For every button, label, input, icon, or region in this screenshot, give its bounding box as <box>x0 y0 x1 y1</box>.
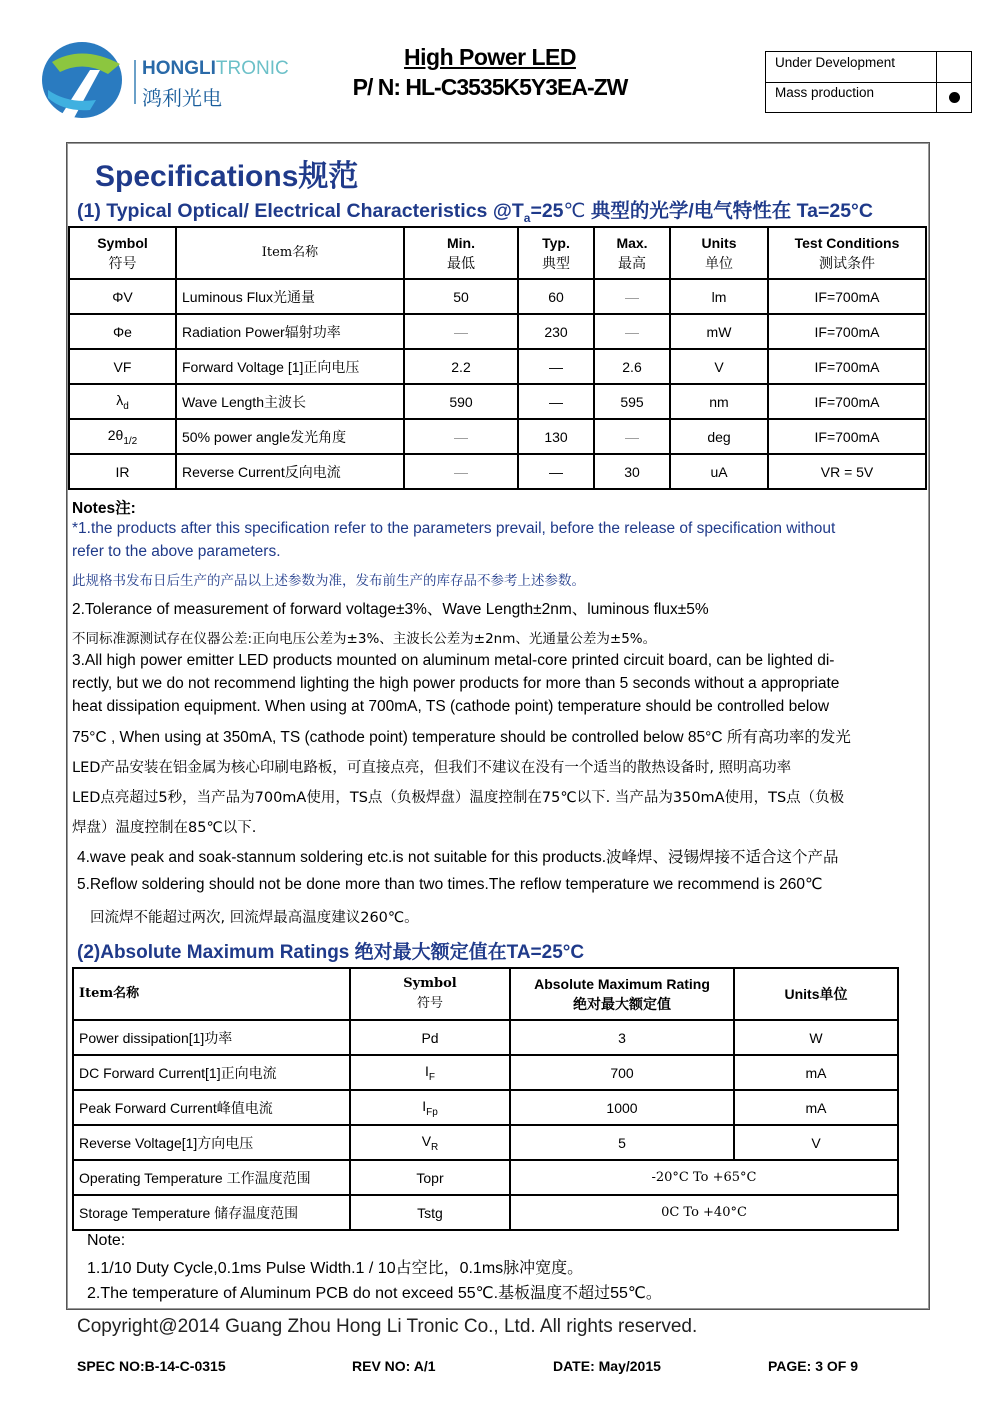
note5: 5.Reflow soldering should not be done more than two times.The reflow temperature we recommend is 260℃ <box>77 876 823 893</box>
table-cell: VR = 5V <box>768 454 926 489</box>
table-cell: $I_{Fp}$ <box>350 1090 510 1125</box>
section1-title: (1) Typical Optical/ Electrical Characteristics $@T_a=25℃$ 典型的光学/电气特性在 Ta=25°C <box>77 200 873 225</box>
table-cell: IF=700mA <box>768 314 926 349</box>
note4: 4.wave peak and soak-stannum soldering etc.is not suitable for this products.波峰焊、浸锡焊接不适合这个产品 <box>77 849 839 866</box>
table-cell: IF=700mA <box>768 279 926 314</box>
note2-line1: 1.1/10 Duty Cycle,0.1ms Pulse Width.1 / 10占空比，0.1ms脉冲宽度。 <box>87 1260 584 1277</box>
table-cell: IF=700mA <box>768 384 926 419</box>
col-test-conditions: Test Conditions 测试条件 <box>768 227 926 279</box>
table-row <box>73 1020 898 1055</box>
table-cell: Operating Temperature 工作温度范围 <box>73 1160 350 1195</box>
table-cell: 30 <box>594 454 670 489</box>
note3-line6: LED点亮超过5秒，当产品为700mA使用，TS点（负极焊盘）温度控制在75℃以下. 当产品为350mA使用，TS点（负极 <box>72 790 845 806</box>
table-row <box>69 279 926 314</box>
col-item: Item名称 <box>176 227 404 279</box>
note3-line2: rectly, but we do not recommend lighting the high power products for more than 5 seconds without a appropriate <box>72 675 840 692</box>
table-cell: nm <box>670 384 768 419</box>
table-cell: 1000 <box>510 1090 734 1125</box>
note5-cn: 回流焊不能超过两次, 回流焊最高温度建议260℃。 <box>90 910 419 926</box>
table-cell: Power dissipation[1]功率 <box>73 1020 350 1055</box>
table-row <box>73 1090 898 1125</box>
table-cell: — <box>518 384 594 419</box>
note1-cn: 此规格书发布日后生产的产品以上述参数为准，发布前生产的库存品不参考上述参数。 <box>72 573 585 589</box>
table-cell: IR <box>69 454 176 489</box>
table-cell: Φe <box>69 314 176 349</box>
table-cell: 50 <box>404 279 518 314</box>
table-row <box>73 1125 898 1160</box>
table-row <box>69 384 926 419</box>
table-cell: 700 <box>510 1055 734 1090</box>
note3-line1: 3.All high power emitter LED products mounted on aluminum metal-core printed circuit board, can be lighted di- <box>72 652 835 669</box>
table-cell: 595 <box>594 384 670 419</box>
note2-heading: Note: <box>87 1232 126 1249</box>
table-cell: IF=700mA <box>768 419 926 454</box>
table-cell: DC Forward Current[1]正向电流 <box>73 1055 350 1090</box>
col-symbol: Symbol 符号 <box>69 227 176 279</box>
table-row <box>69 419 926 454</box>
col-typ: Typ. 典型 <box>518 227 594 279</box>
table-row <box>69 454 926 489</box>
table-row <box>69 349 926 384</box>
table-cell: $\lambda_d$ <box>69 384 176 419</box>
table-header-row <box>69 227 926 279</box>
note3-line5: LED产品安装在铝金属为核心印刷电路板，可直接点亮，但我们不建议在没有一个适当的散热设备时, 照明高功率 <box>72 760 792 776</box>
section2-title: (2)Absolute Maximum Ratings 绝对最大额定值在TA=25°C <box>77 942 585 963</box>
table-cell: — <box>594 314 670 349</box>
table-cell: Reverse Current反向电流 <box>176 454 404 489</box>
table-cell: mA <box>734 1090 898 1125</box>
note2-cn: 不同标准源测试存在仪器公差:正向电压公差为±3%、主波长公差为±2nm、光通量公差为±5%。 <box>72 631 657 647</box>
table-cell: Topr <box>350 1160 510 1195</box>
company-logo-icon <box>38 40 130 120</box>
col-max: Max. 最高 <box>594 227 670 279</box>
col-units: Units 单位 <box>670 227 768 279</box>
table-cell: V <box>734 1125 898 1160</box>
table-cell: — <box>518 349 594 384</box>
table-cell: 230 <box>518 314 594 349</box>
table-cell: Reverse Voltage[1]方向电压 <box>73 1125 350 1160</box>
table-cell: 590 <box>404 384 518 419</box>
footer-rev-no: REV NO: A/1 <box>352 1358 436 1374</box>
table-cell: — <box>404 454 518 489</box>
logo-divider <box>134 60 136 104</box>
logo-brand-a: HONGLI <box>142 58 216 79</box>
table-cell: 2.2 <box>404 349 518 384</box>
col-item: Item名称 <box>73 968 350 1020</box>
note1-line1: *1.the products after this specification refer to the parameters prevail, before the release of specification without <box>72 520 836 537</box>
table-header-row <box>73 968 898 1020</box>
table-cell: Wave Length主波长 <box>176 384 404 419</box>
note3-line3: heat dissipation equipment. When using at 700mA, TS (cathode point) temperature should be controlled below <box>72 698 830 715</box>
table-cell: Pd <box>350 1020 510 1055</box>
col-units: Units单位 <box>734 968 898 1020</box>
note3-line4: 75°C , When using at 350mA, TS (cathode point) temperature should be controlled below 85°C 所有高功率的发光 <box>72 729 851 746</box>
table-cell: $2\theta_{1/2}$ <box>69 419 176 454</box>
table-cell: ΦV <box>69 279 176 314</box>
status-row-development: Under Development <box>766 52 971 83</box>
table-cell: 2.6 <box>594 349 670 384</box>
table-row <box>69 314 926 349</box>
table-cell: 5 <box>510 1125 734 1160</box>
part-number: P/ N: HL-C3535K5Y3EA-ZW <box>352 74 628 100</box>
table-cell: — <box>404 314 518 349</box>
col-min: Min. 最低 <box>404 227 518 279</box>
status-row-mass-production: Mass production <box>775 85 875 100</box>
table-cell: — <box>594 419 670 454</box>
table-cell: uA <box>670 454 768 489</box>
footer-spec-no: SPEC NO:B-14-C-0315 <box>77 1358 226 1374</box>
table-cell: Forward Voltage [1]正向电压 <box>176 349 404 384</box>
table-cell: 50% power angle发光角度 <box>176 419 404 454</box>
table-cell: $V_R$ <box>350 1125 510 1160</box>
table-cell: Tstg <box>350 1195 510 1230</box>
table-row <box>73 1160 898 1195</box>
table-cell: Peak Forward Current峰值电流 <box>73 1090 350 1125</box>
table-cell: $I_F$ <box>350 1055 510 1090</box>
note2: 2.Tolerance of measurement of forward voltage±3%、Wave Length±2nm、luminous flux±5% <box>72 601 709 618</box>
copyright: Copyright@2014 Guang Zhou Hong Li Tronic Co., Ltd. All rights reserved. <box>77 1316 698 1337</box>
table-cell: mA <box>734 1055 898 1090</box>
status-box <box>765 51 972 113</box>
status-checked-dot-icon <box>949 92 960 103</box>
table-cell: — <box>594 279 670 314</box>
footer-date: DATE: May/2015 <box>553 1358 661 1374</box>
table-row <box>73 1195 898 1230</box>
status-divider <box>936 52 937 112</box>
table-row <box>73 1055 898 1090</box>
col-symbol: Symbol 符号 <box>350 968 510 1020</box>
table-cell: VF <box>69 349 176 384</box>
doc-title: High Power LED <box>404 44 576 70</box>
footer-page: PAGE: 3 OF 9 <box>768 1358 858 1374</box>
table-cell: V <box>670 349 768 384</box>
table-cell: mW <box>670 314 768 349</box>
logo-cn: 鸿利光电 <box>142 86 222 110</box>
table-cell: Radiation Power辐射功率 <box>176 314 404 349</box>
table-cell: 60 <box>518 279 594 314</box>
table-cell: lm <box>670 279 768 314</box>
table-cell: W <box>734 1020 898 1055</box>
table-cell: IF=700mA <box>768 349 926 384</box>
note2-line2: 2.The temperature of Aluminum PCB do not exceed 55℃.基板温度不超过55℃。 <box>87 1285 662 1302</box>
logo-brand-b: TRONIC <box>215 58 289 79</box>
table-cell: Luminous Flux光通量 <box>176 279 404 314</box>
table-cell: -20°C To +65°C <box>510 1160 898 1195</box>
table-cell: — <box>518 454 594 489</box>
table-cell: deg <box>670 419 768 454</box>
col-rating: Absolute Maximum Rating 绝对最大额定值 <box>510 968 734 1020</box>
table-cell: — <box>404 419 518 454</box>
table-cell: 130 <box>518 419 594 454</box>
table-cell: 0C To +40°C <box>510 1195 898 1230</box>
notes-heading: Notes注: <box>72 500 136 517</box>
note1-line2: refer to the above parameters. <box>72 543 281 560</box>
spec-title: Specifications规范 <box>95 160 359 193</box>
note3-line7: 焊盘）温度控制在85℃以下. <box>72 820 257 836</box>
table-cell: 3 <box>510 1020 734 1055</box>
table-cell: Storage Temperature 储存温度范围 <box>73 1195 350 1230</box>
table-absolute-max-ratings <box>72 967 899 1231</box>
table-optical-electrical <box>68 226 927 490</box>
logo-brand <box>142 58 289 80</box>
